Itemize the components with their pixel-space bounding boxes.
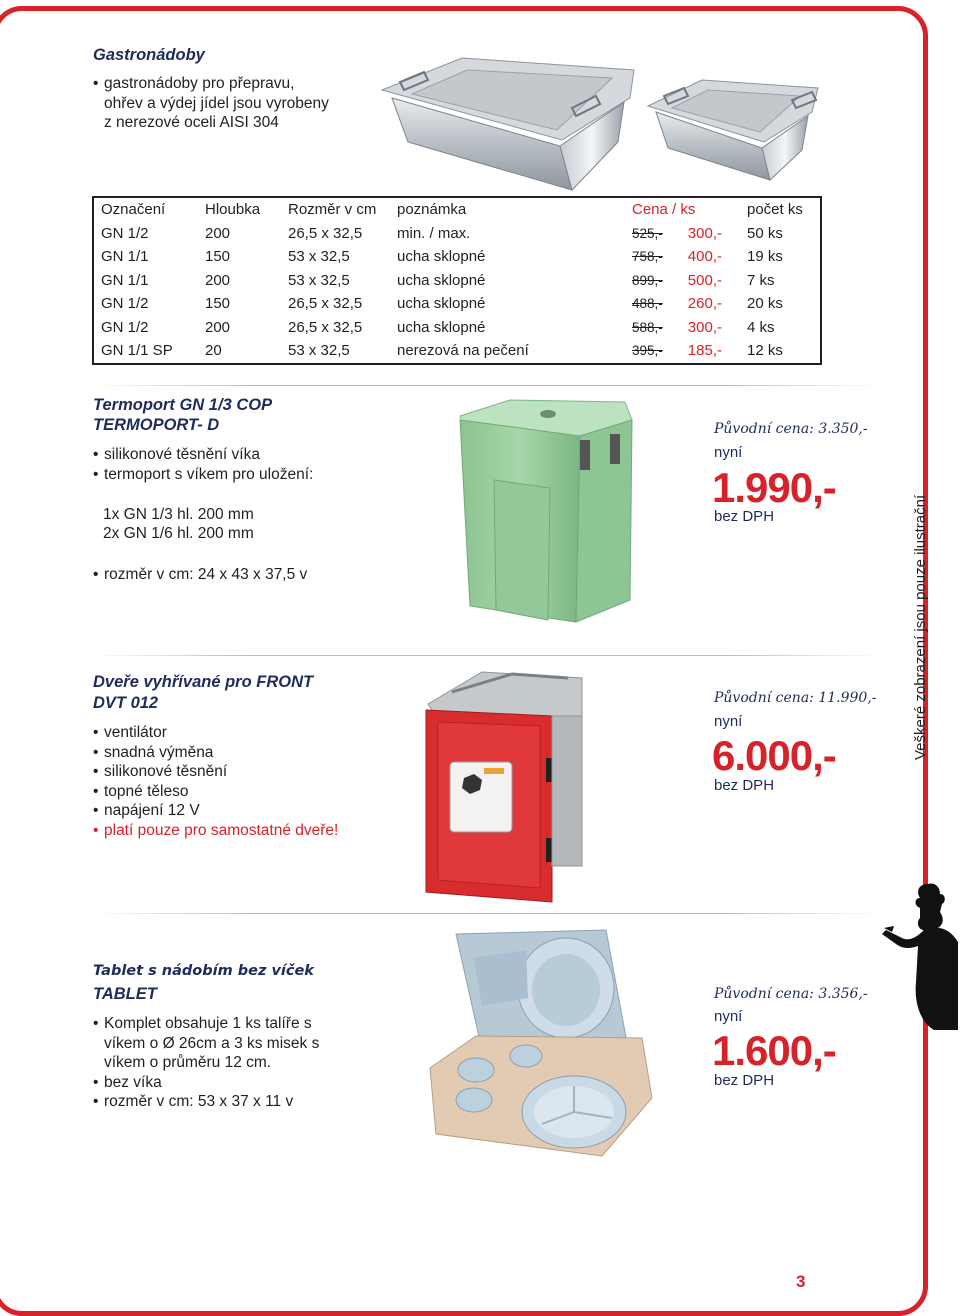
cell-hloubka: 20 [205, 342, 222, 360]
gastronorm-pans-image [372, 50, 842, 198]
col-header: Rozměr v cm [288, 201, 377, 219]
cell-rozmer: 26,5 x 32,5 [288, 224, 363, 242]
cell-poznamka: ucha sklopné [397, 271, 486, 289]
cell-hloubka: 150 [205, 295, 231, 313]
dvere-vat-note: bez DPH [714, 777, 775, 794]
table-row [93, 339, 821, 364]
tablet-model: TABLET [93, 985, 157, 1003]
col-header: Označení [101, 201, 166, 219]
new-price: 300,- [687, 224, 722, 242]
list-item: • silikonové těsnění [93, 762, 338, 782]
termoport-capacity-2: 2x GN 1/6 hl. 200 mm [103, 525, 254, 542]
termoport-original-price: Původní cena: 3.350,- [714, 421, 868, 437]
new-price: 185,- [687, 342, 722, 360]
list-item: • termoport s víkem pro uložení: [93, 465, 313, 485]
old-price: 525,- [632, 225, 663, 241]
list-item: • topné těleso [93, 782, 338, 802]
table-row [93, 222, 821, 246]
gastro-bullets [93, 74, 329, 133]
divider [92, 385, 882, 386]
tablet-vat-note: bez DPH [714, 1072, 775, 1089]
termoport-bullets-2 [93, 565, 307, 585]
termoport-now-label: nyní [714, 444, 743, 461]
tablet-price: 1.600,- [712, 1027, 836, 1074]
termoport-image [450, 396, 642, 630]
old-price: 488,- [632, 296, 663, 312]
cell-price [625, 316, 740, 340]
cell-rozmer: 26,5 x 32,5 [288, 318, 363, 336]
old-price: 395,- [632, 343, 663, 359]
cell-oznaceni: GN 1/2 [101, 318, 149, 336]
cell-oznaceni: GN 1/2 [101, 295, 149, 313]
cell-price [625, 222, 740, 246]
tablet-title: Tablet s nádobím bez víček [93, 963, 314, 979]
gastro-bullet: • gastronádoby pro přepravu, ohřev a výdej jídel jsou vyrobeny z nerezové oceli AISI 304 [93, 74, 329, 133]
termoport-price: 1.990,- [712, 464, 836, 511]
list-item: • silikonové těsnění víka [93, 445, 313, 465]
cell-rozmer: 53 x 32,5 [288, 342, 350, 360]
new-price: 400,- [687, 248, 722, 266]
list-item: • snadná výměna [93, 743, 338, 763]
table-row [93, 245, 821, 269]
list-item: • rozměr v cm: 24 x 43 x 37,5 v [93, 565, 307, 585]
divider [92, 655, 882, 656]
divider [92, 913, 882, 914]
list-item: • rozměr v cm: 53 x 37 x 11 v [93, 1092, 319, 1112]
col-header: poznámka [397, 201, 467, 219]
dvere-title: Dveře vyhřívané pro FRONT [93, 673, 314, 691]
list-item: • Komplet obsahuje 1 ks talíře s víkem o Ø 26cm a 3 ks misek s víkem o průměru 12 cm. [93, 1014, 319, 1073]
gastro-title: Gastronádoby [93, 46, 205, 64]
cell-hloubka: 150 [205, 248, 231, 266]
list-item: • bez víka [93, 1073, 319, 1093]
illustration-disclaimer: Veškeré zobrazení jsou pouze ilustrační [912, 494, 929, 760]
termoport-capacity-1: 1x GN 1/3 hl. 200 mm [103, 506, 254, 523]
tablet-original-price: Původní cena: 3.356,- [714, 986, 868, 1002]
cell-poznamka: ucha sklopné [397, 295, 486, 313]
dvere-original-price: Původní cena: 11.990,- [714, 690, 877, 706]
tablet-now-label: nyní [714, 1008, 743, 1025]
dvere-bullets [93, 723, 338, 840]
col-header: Hloubka [205, 201, 261, 219]
table-row [93, 269, 821, 293]
table-row [93, 292, 821, 316]
col-header: počet ks [747, 201, 803, 219]
old-price: 899,- [632, 272, 663, 288]
cell-poznamka: ucha sklopné [397, 318, 486, 336]
cell-pocet: 20 ks [747, 295, 783, 313]
cell-rozmer: 53 x 32,5 [288, 248, 350, 266]
table-header-row [93, 197, 821, 222]
cell-pocet: 50 ks [747, 224, 783, 242]
cell-oznaceni: GN 1/2 [101, 224, 149, 242]
tablet-bullets [93, 1014, 319, 1112]
cell-pocet: 4 ks [747, 318, 775, 336]
old-price: 758,- [632, 249, 663, 265]
gastronorm-price-table [92, 196, 822, 365]
cell-poznamka: ucha sklopné [397, 248, 486, 266]
cell-pocet: 7 ks [747, 271, 775, 289]
col-header: Cena / ks [632, 201, 696, 219]
table-row [93, 316, 821, 340]
cell-pocet: 19 ks [747, 248, 783, 266]
heated-door-image [412, 668, 584, 908]
list-item-warning: • platí pouze pro samostatné dveře! [93, 821, 338, 841]
cell-price [625, 339, 740, 364]
new-price: 300,- [687, 318, 722, 336]
cell-price [625, 292, 740, 316]
cell-hloubka: 200 [205, 271, 231, 289]
list-item: • ventilátor [93, 723, 338, 743]
list-item: • napájení 12 V [93, 801, 338, 821]
dvere-model: DVT 012 [93, 694, 159, 712]
termoport-vat-note: bez DPH [714, 508, 775, 525]
cell-oznaceni: GN 1/1 [101, 248, 149, 266]
cell-pocet: 12 ks [747, 342, 783, 360]
termoport-model: TERMOPORT- D [93, 416, 220, 434]
cell-rozmer: 26,5 x 32,5 [288, 295, 363, 313]
cell-hloubka: 200 [205, 224, 231, 242]
termoport-title: Termoport GN 1/3 COP [93, 396, 273, 414]
old-price: 588,- [632, 319, 663, 335]
chef-silhouette-icon [880, 882, 960, 1032]
tablet-tray-image [416, 928, 662, 1170]
cell-price [625, 269, 740, 293]
termoport-bullets [93, 445, 313, 484]
cell-hloubka: 200 [205, 318, 231, 336]
cell-oznaceni: GN 1/1 SP [101, 342, 173, 360]
cell-poznamka: nerezová na pečení [397, 342, 529, 360]
dvere-now-label: nyní [714, 713, 743, 730]
dvere-price: 6.000,- [712, 732, 836, 779]
cell-poznamka: min. / max. [397, 224, 471, 242]
page-number: 3 [796, 1272, 806, 1291]
cell-price [625, 245, 740, 269]
cell-oznaceni: GN 1/1 [101, 271, 149, 289]
new-price: 500,- [687, 271, 722, 289]
cell-rozmer: 53 x 32,5 [288, 271, 350, 289]
new-price: 260,- [687, 295, 722, 313]
